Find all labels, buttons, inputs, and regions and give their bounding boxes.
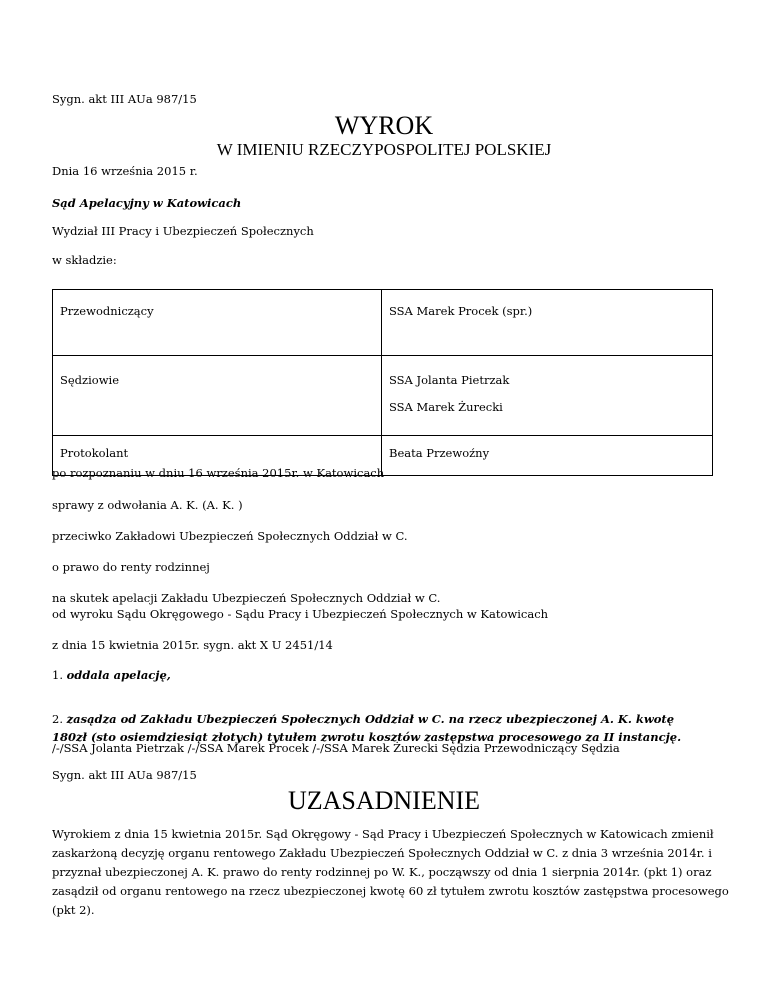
composition-table xyxy=(52,289,713,476)
ruling-item-1: 1. oddala apelację, xyxy=(52,668,171,682)
justification-title: UZASADNIENIE xyxy=(287,786,481,815)
composition-label: w składzie: xyxy=(52,253,117,267)
names-cell: Beata Przewoźny xyxy=(382,436,713,476)
table-row xyxy=(53,290,713,356)
ruling-item-2-line-1: 2. zasądza od Zakładu Ubezpieczeń Społecznych Oddział w C. na rzecz ubezpieczonej A. K. kwotę xyxy=(52,712,675,726)
case-signature-top: Sygn. akt III AUa 987/15 xyxy=(52,92,197,106)
case-line-5: na skutek apelacji Zakładu Ubezpieczeń Społecznych Oddział w C. xyxy=(52,591,441,605)
court-division: Wydział III Pracy i Ubezpieczeń Społecznych xyxy=(52,224,314,238)
court-name: Sąd Apelacyjny w Katowicach xyxy=(52,196,242,210)
role-cell: Przewodniczący xyxy=(53,290,382,356)
justification-line-3: przyznał ubezpieczonej A. K. prawo do renty rodzinnej po W. K., począwszy od dnia 1 sierpnia 2014r. (pkt 1) oraz xyxy=(52,865,712,879)
ruling-item-2-line-2: 180zł (sto osiemdziesiąt złotych) tytułem zwrotu kosztów zastępstwa procesowego za II instancję. xyxy=(52,730,682,744)
justification-line-4: zasądził od organu rentowego na rzecz ubezpieczonej kwotę 60 zł tytułem zwrotu kosztów zastępstwa procesowego xyxy=(52,884,729,898)
page-subtitle: W IMIENIU RZECZYPOSPOLITEJ POLSKIEJ xyxy=(216,140,552,159)
justification-line-1: Wyrokiem z dnia 15 kwietnia 2015r. Sąd Okręgowy - Sąd Pracy i Ubezpieczeń Społecznych w Katowicach zmienił xyxy=(52,827,714,841)
case-line-3: przeciwko Zakładowi Ubezpieczeń Społecznych Oddział w C. xyxy=(52,529,408,543)
role-cell: Protokolant xyxy=(53,436,382,476)
case-line-2: sprawy z odwołania A. K. (A. K. ) xyxy=(52,498,243,512)
case-signature-bottom: Sygn. akt III AUa 987/15 xyxy=(52,768,197,782)
judgment-date: Dnia 16 września 2015 r. xyxy=(52,164,198,178)
justification-line-5: (pkt 2). xyxy=(52,903,95,917)
table-row xyxy=(53,356,713,436)
case-line-4: o prawo do renty rodzinnej xyxy=(52,560,210,574)
names-cell: SSA Jolanta Pietrzak SSA Marek Żurecki xyxy=(382,356,713,436)
case-line-1: po rozpoznaniu w dniu 16 września 2015r. w Katowicach xyxy=(52,466,385,480)
justification-line-2: zaskarżoną decyzję organu rentowego Zakładu Ubezpieczeń Społecznych Oddział w C. z dnia 3 września 2014r. i xyxy=(52,846,712,860)
page-title: WYROK xyxy=(334,111,434,140)
case-line-6: od wyroku Sądu Okręgowego - Sądu Pracy i Ubezpieczeń Społecznych w Katowicach xyxy=(52,607,549,621)
case-line-7: z dnia 15 kwietnia 2015r. sygn. akt X U 2451/14 xyxy=(52,638,333,652)
signatures-line: /-/SSA Jolanta Pietrzak /-/SSA Marek Procek /-/SSA Marek Żurecki Sędzia Przewodniczący Sędzia xyxy=(52,741,620,755)
role-cell: Sędziowie xyxy=(53,356,382,436)
names-cell: SSA Marek Procek (spr.) xyxy=(382,290,713,356)
